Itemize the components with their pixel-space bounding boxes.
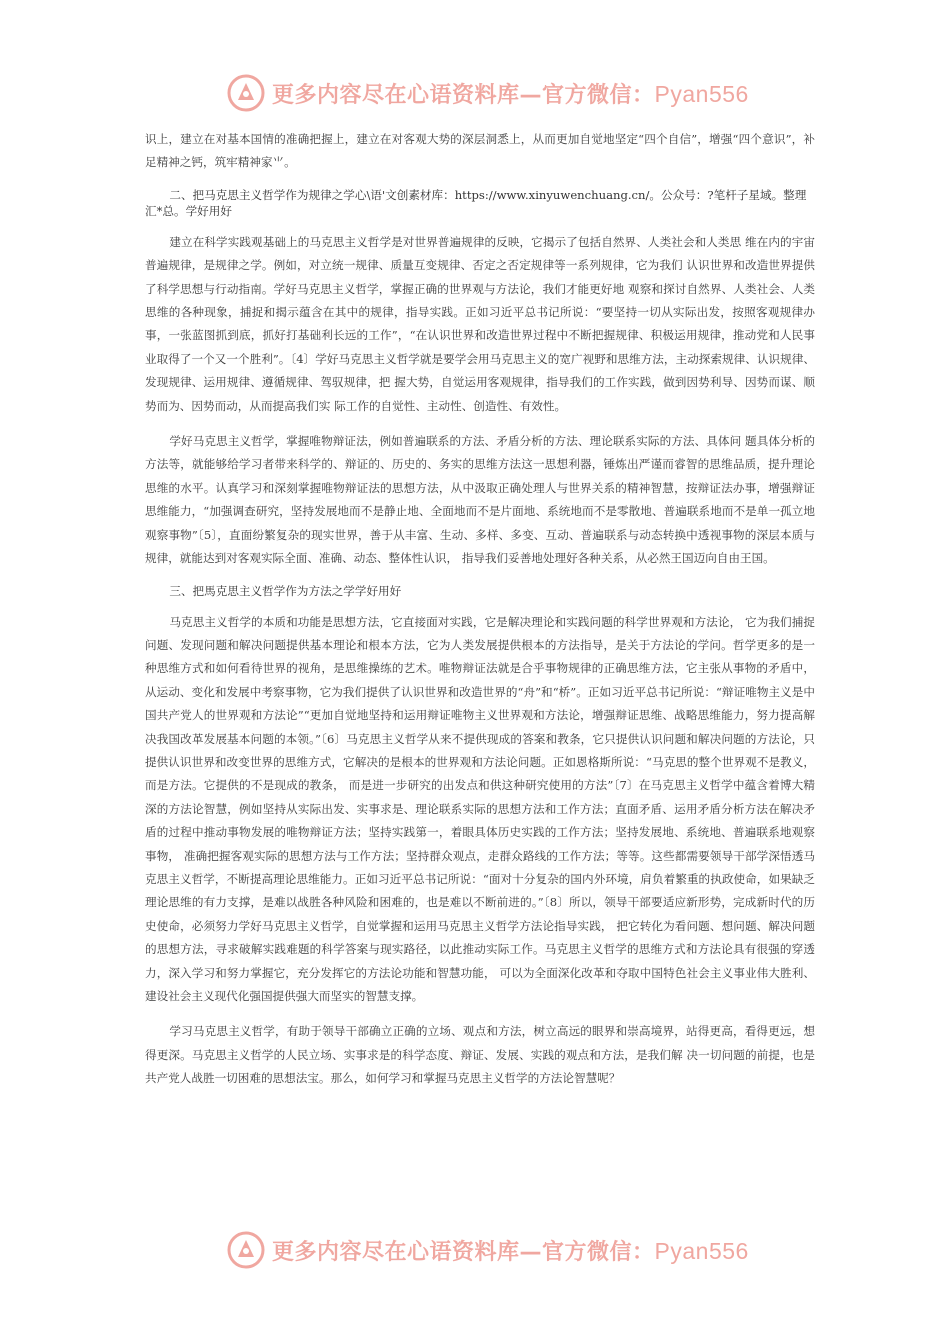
section-heading-2: 二、把马克思主义哲学作为规律之学心\语'文创素材库：https://www.xinyuwenchuang.cn/。公众号：?笔杆子星域。整理汇*总。学好用好 (145, 187, 807, 218)
paragraph-laws: 建立在科学实践观基础上的马克思主义哲学是对世界普遍规律的反映，它揭示了包括自然界、人类社会和人类思 维在内的宇宙普遍规律，是规律之学。例如，对立统一规律、质量互变规律、否定之否定规律等一系列规律，它为我们 认识世界和改造世界提供了科学思想与行动指南。学好马克思主义哲学，掌握正确的世界观与方法论，我们才能更好地 观察和探讨自然界、人类社会、人类思维的各种现象，捕捉和揭示蕴含在其中的规律，指导实践。正如习近平总书记所说：“要坚持一切从实际出发，按照客观规律办事，一张蓝图抓到底，抓好打基础利长远的工作”，“在认识世界和改造世界过程中不断把握规律、积极运用规律，推动党和人民事业取得了一个又一个胜利”。〔4〕学好马克思主义哲学就是要学会用马克思主义的宽广视野和思维方法，主动探索规律、认识规律、发现规律、运用规律、遵循规律、驾驭规律，把 握大势，自觉运用客观规律，指导我们的工作实践，做到因势利导、因势而谋、顺势而为、因势而动，从而提高我们实 际工作的自觉性、主动性、创造性、有效性。 (145, 234, 815, 413)
brand-logo-icon (226, 1230, 266, 1270)
document-body (145, 128, 815, 1091)
wechat-id: Pyan556 (654, 80, 749, 107)
watermark-text: 更多内容尽在心语资料库—官方微信：Pyan556 (272, 1237, 749, 1265)
wechat-id: Pyan556 (654, 1237, 749, 1264)
paragraph-conclusion: 学习马克思主义哲学，有助于领导干部确立正确的立场、观点和方法，树立高远的眼界和崇高境界，站得更高，看得更远，想得更深。马克思主义哲学的人民立场、实事求是的科学态度、辩证、发展、实践的观点和方法，是我们解 决一切问题的前提，也是共产党人战胜一切困难的思想法宝。那么，如何学习和掌握马克思主义哲学的方法论智慧呢？ (145, 1024, 815, 1086)
watermark-text: 更多内容尽在心语资料库—官方微信：Pyan556 (272, 80, 749, 108)
paragraph-dialectics: 学好马克思主义哲学，掌握唯物辩证法，例如普遍联系的方法、矛盾分析的方法、理论联系实际的方法、具体问 题具体分析的方法等，就能够给学习者带来科学的、辩证的、历史的、务实的思维方法这一思想利器，锤炼出严谨而睿智的思维品质，提升理论思维的水平。认真学习和深刻掌握唯物辩证法的思想方法，从中汲取正确处理人与世界关系的精神智慧，按辩证法办事，增强辩证思维能力，“加强调查研究，坚持发展地而不是静止地、全面地而不是片面地、系统地而不是零散地、普遍联系地而不是单一孤立地观察事物”〔5〕，直面纷繁复杂的现实世界，善于从丰富、生动、多样、多变、互动、普遍联系与动态转换中透视事物的深层本质与规律，就能达到对客观实际全面、准确、动态、整体性认识， 指导我们妥善地处理好各种关系，从必然王国迈向自由王国。 (145, 434, 815, 566)
brand-logo-icon (226, 73, 266, 113)
header-watermark-banner (226, 70, 749, 116)
footer-watermark-banner (226, 1227, 749, 1273)
paragraph-continuation: 识上，建立在对基本国情的准确把握上，建立在对客观大势的深层洞悉上，从而更加自觉地坚定“四个自信”，增强“四个意识”，补足精神之钙，筑牢精神家⺌。 (145, 132, 815, 170)
section-heading-3: 三、把馬克思主义哲学作为方法之学学好用好 (169, 583, 402, 598)
paragraph-method: 马克思主义哲学的本质和功能是思想方法，它直接面对实践，它是解决理论和实践问题的科学世界观和方法论， 它为我们捕捉问题、发现问题和解决问题提供基本理论和根本方法，它为人类发展提供根本的方法指导，是关于方法论的学问。哲学更多的是一种思维方式和如何看待世界的视角，是思维操练的艺术。唯物辩证法就是合乎事物规律的正确思维方法，它主张从事物的矛盾中，从运动、变化和发展中考察事物，它为我们提供了认识世界和改造世界的“舟”和“桥”。正如习近平总书记所说：“辩证唯物主义是中国共产党人的世界观和方法论”“更加自觉地坚持和运用辩证唯物主义世界观和方法论，增强辩证思维、战略思维能力，努力提高解决我国改革发展基本问题的本领。”〔6〕马克思主义哲学从来不提供现成的答案和教条，它只提供认识问题和解决问题的方法论，只提供认识世界和改变世界的思维方式，它解决的是根本的世界观和方法论问题。正如恩格斯所说：“马克思的整个世界观不是教义，而是方法。它提供的不是现成的教条， 而是进一步研究的出发点和供这种研究使用的方法”〔7〕在马克思主义哲学中蕴含着博大精深的方法论智慧，例如坚持从实际出发、实事求是、理论联系实际的思想方法和工作方法；直面矛盾、运用矛盾分析方法在解决矛盾的过程中推动事物发展的唯物辩证方法；坚持实践第一，着眼具体历史实践的工作方法；坚持发展地、系统地、普遍联系地观察事物， 准确把握客观实际的思想方法与工作方法；坚持群众观点，走群众路线的工作方法；等等。这些都需要领导干部学深悟透马克思主义哲学，不断提高理论思维能力。正如习近平总书记所说：“面对十分复杂的国内外环境，肩负着繁重的执政使命，如果缺乏理论思维的有力支撑，是难以战胜各种风险和困难的，也是难以不断前进的。”〔8〕所以，领导干部要适应新形势，完成新时代的历史使命，必须努力学好马克思主义哲学，自觉掌握和运用马克思主义哲学方法论指导实践， 把它转化为看问题、想问题、解决问题的思想方法，寻求破解实践难题的科学答案与现实路径，以此推动实际工作。马克思主义哲学的思维方式和方法论具有很强的穿透力，深入学习和努力掌握它，充分发挥它的方法论功能和智慧功能， 可以为全面深化改革和夺取中国特色社会主义事业伟大胜利、建设社会主义现代化强国提供强大而坚实的智慧支撑。 (145, 614, 815, 1003)
